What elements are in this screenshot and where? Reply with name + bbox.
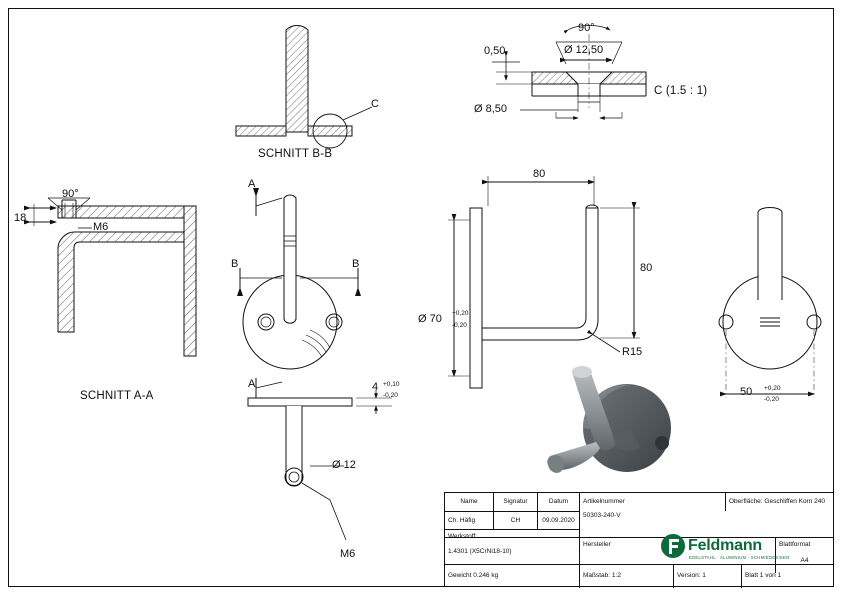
brand-name: Feldmann bbox=[688, 537, 762, 554]
label-a-top: A bbox=[248, 178, 256, 190]
label-dim-50: 50 bbox=[740, 386, 753, 398]
label-b-right: B bbox=[352, 258, 360, 270]
brand-tagline: EDELSTAHL · ALUMINIUM · SCHMIEDEEISEN bbox=[689, 555, 790, 560]
label-dim-50-tol-lower: -0,20 bbox=[764, 396, 779, 403]
tb-value-datum: 09.09.2020 bbox=[537, 511, 579, 529]
tb-head-datum: Datum bbox=[537, 493, 579, 511]
tb-blatt: Blatt 1 von 1 bbox=[741, 564, 833, 588]
label-dim-0-50: 0,50 bbox=[484, 45, 506, 57]
label-dia-12: Ø 12 bbox=[332, 459, 356, 471]
label-dia-70: Ø 70 bbox=[418, 313, 442, 325]
title-block bbox=[444, 492, 834, 587]
tb-massstab: Maßstab: 1:2 bbox=[579, 564, 673, 588]
label-dia-70-tol-lower: -0,20 bbox=[452, 322, 467, 329]
label-dim-4-tol-upper: +0,10 bbox=[383, 381, 400, 388]
label-dim-80-vertical: 80 bbox=[640, 262, 653, 274]
label-dim-4: 4 bbox=[372, 381, 379, 393]
tb-head-artikelnummer: Artikelnummer bbox=[579, 493, 725, 511]
label-angle-90-left: 90° bbox=[62, 188, 79, 200]
tb-gewicht: Gewicht 0.246 kg bbox=[445, 564, 579, 588]
tb-head-hersteller: Hersteller bbox=[579, 537, 775, 552]
label-m6-bottom: M6 bbox=[340, 548, 356, 560]
feldmann-logo-icon bbox=[660, 533, 686, 559]
label-dim-18: 18 bbox=[14, 212, 27, 224]
label-detail-c: C (1.5 : 1) bbox=[654, 85, 708, 97]
label-section-aa: SCHNITT A-A bbox=[80, 390, 154, 402]
tb-head-signatur: Signatur bbox=[493, 493, 537, 511]
tb-value-werkstoff: 1.4301 (X5CrNi18-10) bbox=[448, 548, 512, 555]
label-m6-left: M6 bbox=[93, 221, 109, 233]
label-section-bb: SCHNITT B-B bbox=[258, 148, 333, 160]
label-dia-70-tol-upper: +0,20 bbox=[452, 310, 469, 317]
label-angle-90-detail: 90° bbox=[578, 22, 595, 34]
tb-value-name: Ch. Häfig bbox=[445, 511, 493, 529]
label-dim-80-horizontal: 80 bbox=[533, 168, 546, 180]
isometric-render bbox=[545, 366, 671, 475]
label-dim-50-tol-upper: +0,20 bbox=[764, 385, 781, 392]
label-dia-12-50: Ø 12,50 bbox=[564, 44, 604, 56]
tb-blattformat-value: A4 bbox=[775, 553, 833, 573]
tb-article-number: 50303-240-V bbox=[579, 511, 833, 537]
tb-head-oberflaeche: Oberfläche: Geschliffen Korn 240 bbox=[725, 493, 833, 511]
tb-version: Version: 1 bbox=[673, 564, 741, 588]
label-c-callout: C bbox=[371, 98, 379, 110]
tb-head-blattformat: Blattformat bbox=[775, 537, 833, 552]
label-radius-r15: R15 bbox=[622, 346, 643, 358]
tb-head-name: Name bbox=[460, 498, 478, 505]
tb-value-signatur: CH bbox=[493, 511, 537, 529]
label-a-bottom: A bbox=[248, 378, 256, 390]
label-dia-8-50: Ø 8,50 bbox=[474, 103, 508, 115]
label-dim-4-tol-lower: -0,20 bbox=[383, 392, 398, 399]
label-b-left: B bbox=[231, 258, 239, 270]
